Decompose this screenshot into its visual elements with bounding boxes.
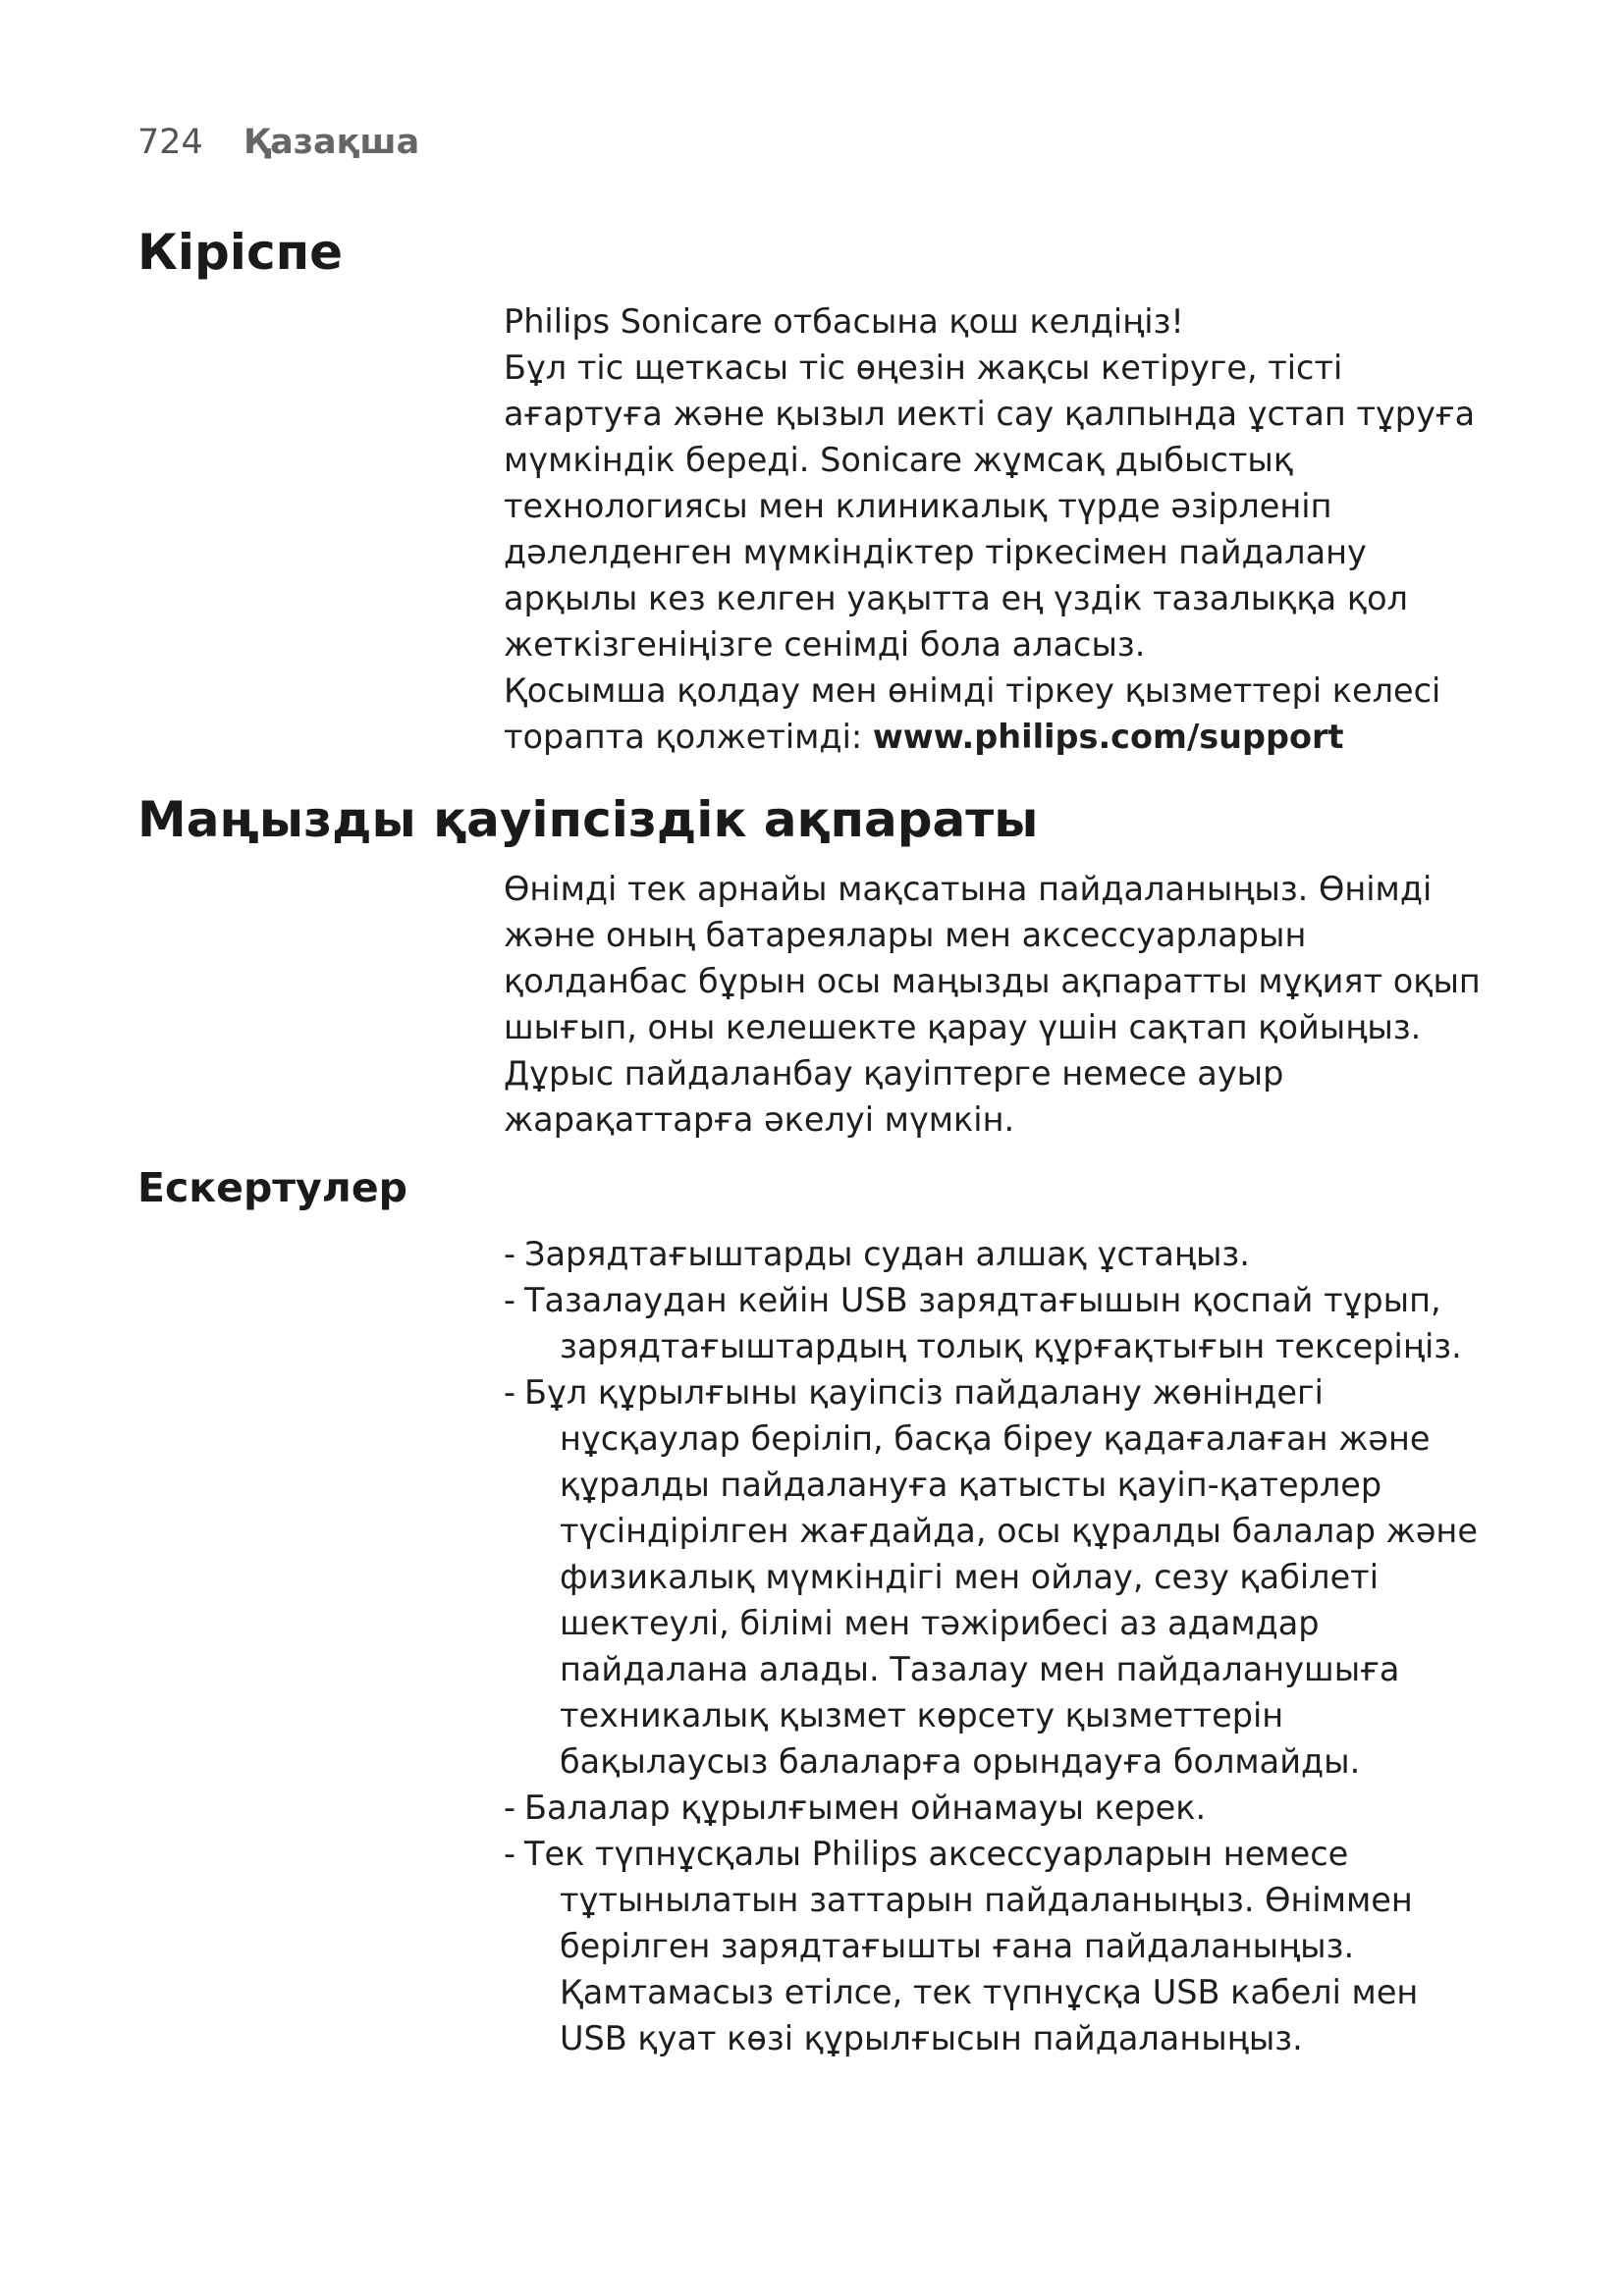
list-item-text: Тазалаудан кейін USB зарядтағышын қоспай тұрып, зарядтағыштардың толық құрғақтығын тексеріңіз. xyxy=(524,1281,1462,1365)
support-text: Қосымша қолдау мен өнімді тіркеу қызметтері келесі торапта қолжетімді: xyxy=(504,671,1441,756)
page-number: 724 xyxy=(137,123,203,162)
list-item-text: Балалар құрылғымен ойнамауы керек. xyxy=(524,1789,1207,1827)
warnings-heading: Ескертулер xyxy=(137,1164,407,1211)
dash-bullet: - xyxy=(504,1281,516,1319)
warnings-body xyxy=(504,1231,1495,2061)
dash-bullet: - xyxy=(504,1373,516,1412)
dash-bullet: - xyxy=(504,1835,516,1873)
list-item xyxy=(504,1231,1495,1277)
dash-bullet: - xyxy=(504,1789,516,1827)
intro-heading: Кіріспе xyxy=(137,224,344,281)
dash-bullet: - xyxy=(504,1235,516,1273)
list-item xyxy=(504,1831,1495,2061)
list-item xyxy=(504,1369,1495,1785)
list-item-text: Зарядтағыштарды судан алшақ ұстаңыз. xyxy=(524,1235,1250,1273)
safety-heading: Маңызды қауіпсіздік ақпараты xyxy=(137,791,1039,848)
intro-paragraph: Philips Sonicare отбасына қош келдіңіз! xyxy=(504,302,1184,341)
safety-body xyxy=(504,866,1495,1143)
page-header xyxy=(137,123,420,162)
list-item-text: Бұл құрылғыны қауіпсіз пайдалану жөніндегі нұсқаулар беріліп, басқа біреу қадағалаған және құралды пайдалануға қатысты қауіп-қатерлер түсіндірілген жағдайда, осы құралды балалар және физикалық мүмкіндігі мен ойлау, сезу қабілеті шектеулі, білімі мен тәжірибесі аз адамдар пайдалана алады. Тазалау мен пайдаланушыға техникалық қызмет көрсету қызметтерін бақылаусыз балаларға орындауға болмайды. xyxy=(524,1373,1478,1781)
support-paragraph xyxy=(504,667,1495,760)
list-item xyxy=(504,1277,1495,1369)
language-label: Қазақша xyxy=(243,123,420,162)
list-item xyxy=(504,1785,1495,1831)
list-item-text: Тек түпнұсқалы Philips аксессуарларын немесе тұтынылатын заттарын пайдаланыңыз. Өніммен берілген зарядтағышты ғана пайдаланыңыз. Қамтамасыз етілсе, тек түпнұсқа USB кабелі мен USB қуат көзі құрылғысын пайдаланыңыз. xyxy=(524,1835,1419,2057)
intro-body xyxy=(504,298,1495,760)
support-link[interactable]: www.philips.com/support xyxy=(872,718,1344,756)
intro-paragraph: Бұл тіс щеткасы тіс өңезін жақсы кетіруге, тісті ағартуға және қызыл иекті сау қалпында ұстап тұруға мүмкіндік береді. Sonicare жұмсақ дыбыстық технологиясы мен клиникалық түрде әзірленіп дәлелденген мүмкіндіктер тіркесімен пайдалану арқылы кез келген уақытта ең үздік тазалыққа қол жеткізгеніңізге сенімді бола аласыз. xyxy=(504,348,1476,664)
warnings-list xyxy=(504,1231,1495,2061)
safety-paragraph: Өнімді тек арнайы мақсатына пайдаланыңыз. Өнімді және оның батареялары мен аксессуарларын қолданбас бұрын осы маңызды ақпаратты мұқият оқып шығып, оны келешекте қарау үшін сақтап қойыңыз. Дұрыс пайдаланбау қауіптерге немесе ауыр жарақаттарға әкелуі мүмкін. xyxy=(504,870,1481,1139)
